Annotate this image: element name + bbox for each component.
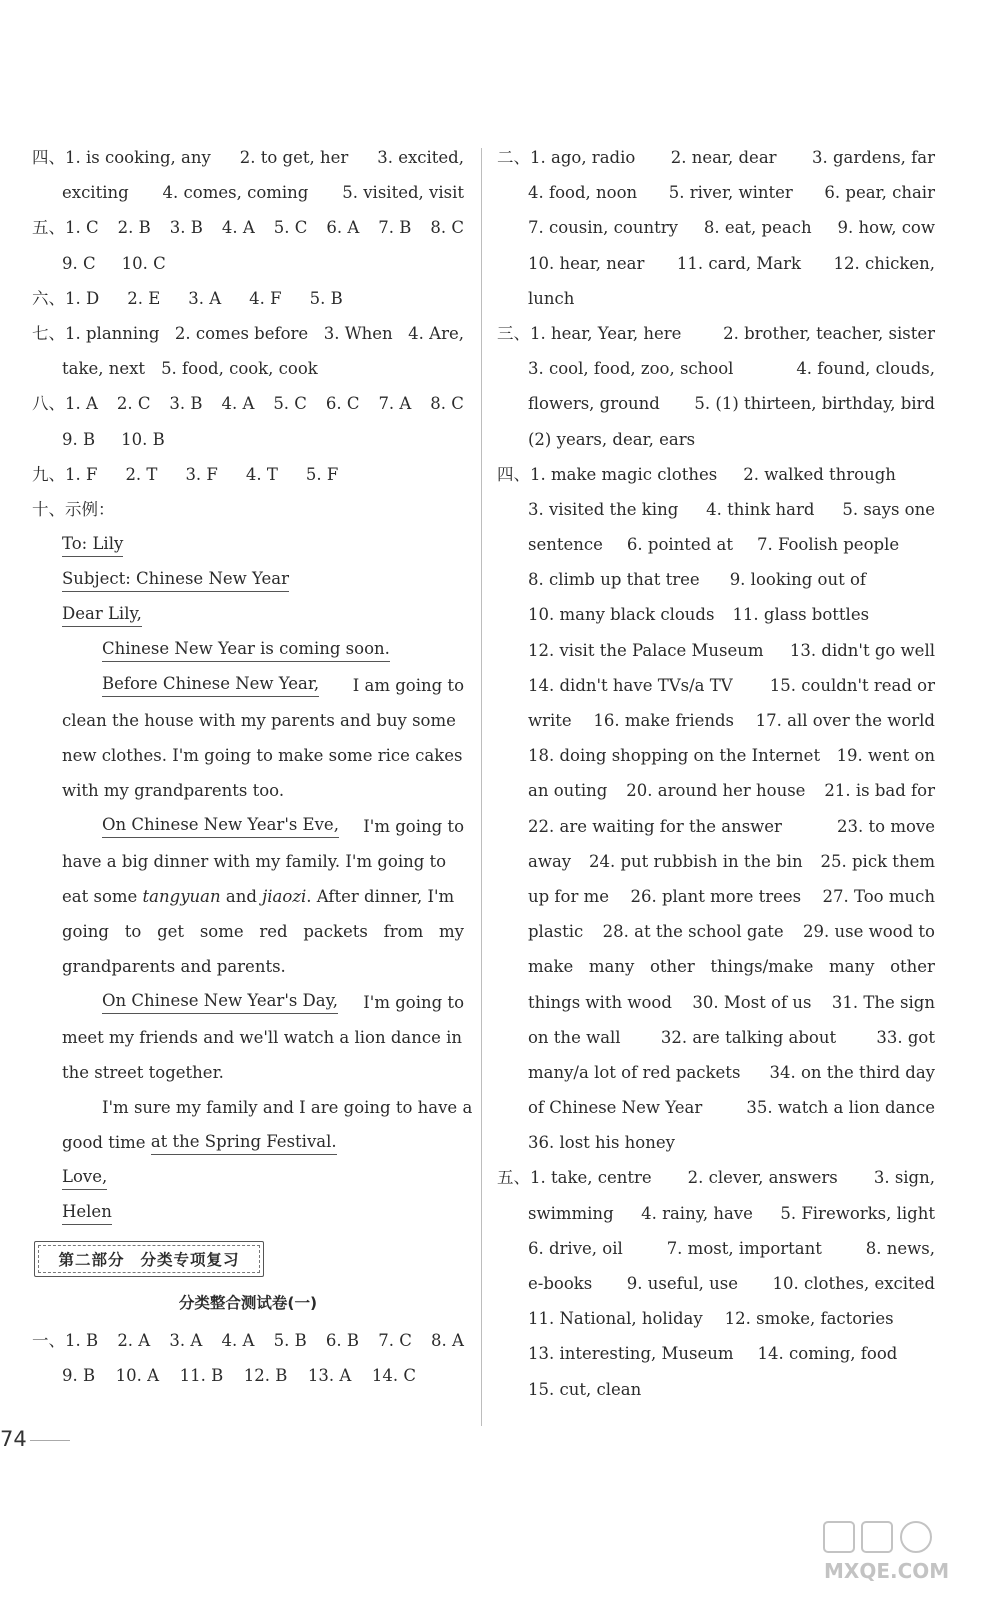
answer-line: 8. climb up that tree 9. looking out of (528, 570, 867, 590)
answer-line: make many other things/make many other (528, 957, 935, 977)
letter-line: clean the house with my parents and buy some (62, 711, 456, 730)
answer-line: 二、1. ago, radio 2. near, dear 3. gardens, far (497, 148, 935, 167)
watermark-text: MXQE.COM (824, 1559, 950, 1583)
answer-line: 四、1. make magic clothes 2. walked through (497, 464, 896, 484)
answer-line: 13. interesting, Museum 14. coming, food (528, 1344, 898, 1364)
answer-line: things with wood 30. Most of us 31. The sign (528, 992, 935, 1012)
answer-line: 9. C 10. C (62, 253, 166, 273)
answer-line: (2) years, dear, ears (528, 429, 696, 449)
answer-line: 11. National, holiday 12. smoke, factories (528, 1309, 894, 1329)
answer-line: many/a lot of red packets 34. on the third day (528, 1062, 935, 1082)
answer-line: 6. drive, oil 7. most, important 8. news, (528, 1238, 935, 1258)
answer-line: 八、1. A 2. C 3. B 4. A 5. C 6. C 7. A 8. C (32, 394, 464, 414)
answer-line: swimming 4. rainy, have 5. Fireworks, light (528, 1203, 935, 1223)
answer-line: 九、1. F 2. T 3. F 4. T 5. F (32, 464, 339, 484)
answer-line: take, next 5. food, cook, cook (62, 359, 318, 379)
answer-line: 14. didn't have TVs/a TV 15. couldn't read or (528, 675, 935, 695)
letter-line: good time at the Spring Festival. (32, 1125, 464, 1160)
letter-line: I'm sure my family and I are going to have a (102, 1098, 473, 1118)
answer-line: 一、1. B 2. A 3. A 4. A 5. B 6. B 7. C 8. A (32, 1330, 464, 1350)
answer-line: 五、1. C 2. B 3. B 4. A 5. C 6. A 7. B 8. C (32, 218, 464, 238)
answer-line: write 16. make friends 17. all over the world (528, 711, 935, 730)
answer-line: 7. cousin, country 8. eat, peach 9. how, cow (528, 218, 935, 238)
letter-line: have a big dinner with my family. I'm going to (62, 851, 447, 871)
answer-line: on the wall 32. are talking about 33. got (528, 1027, 935, 1047)
answer-line: an outing 20. around her house 21. is bad for (528, 781, 935, 801)
answer-line: plastic 28. at the school gate 29. use wood to (528, 922, 935, 942)
answer-line: 22. are waiting for the answer 23. to move (528, 816, 935, 836)
column-divider (481, 148, 482, 1426)
answer-line: 十、示例： (32, 499, 115, 519)
letter-line: On Chinese New Year's Eve, I'm going to (32, 809, 464, 844)
letter-line: going to get some red packets from my (62, 922, 464, 942)
answer-line: flowers, ground 5. (1) thirteen, birthday, bird (528, 394, 935, 414)
letter-to: To: Lily (32, 527, 464, 562)
answer-line: 六、1. D 2. E 3. A 4. F 5. B (32, 288, 343, 308)
answer-line: up for me 26. plant more trees 27. Too much (528, 886, 935, 906)
letter-line: Chinese New Year is coming soon. (32, 633, 464, 668)
answer-line: exciting 4. comes, coming 5. visited, visit (62, 183, 464, 203)
letter-line: meet my friends and we'll watch a lion dance in (62, 1027, 463, 1047)
letter-signature: Helen (32, 1196, 464, 1231)
answer-line: 3. visited the king 4. think hard 5. says one (528, 499, 935, 519)
section-banner: 第二部分 分类专项复习 (34, 1241, 264, 1277)
answer-line: 10. many black clouds 11. glass bottles (528, 605, 870, 625)
page-number: 74 (0, 1427, 27, 1451)
answer-line: 9. B 10. A 11. B 12. B 13. A 14. C (62, 1366, 416, 1385)
answer-line: 3. cool, food, zoo, school 4. found, clouds, (528, 359, 935, 379)
letter-line: with my grandparents too. (62, 781, 285, 801)
answer-line: lunch (528, 288, 575, 308)
answer-line: 10. hear, near 11. card, Mark 12. chicken, (528, 253, 935, 273)
answer-line: e-books 9. useful, use 10. clothes, excited (528, 1274, 935, 1293)
left-column (32, 140, 473, 1393)
letter-line: grandparents and parents. (62, 957, 286, 977)
letter-subject: Subject: Chinese New Year (32, 562, 464, 597)
letter-line: new clothes. I'm going to make some rice cakes (62, 746, 463, 766)
letter-line: eat some tangyuan and jiaozi . After dinner, I'm (62, 886, 455, 906)
answer-line: 四、1. is cooking, any 2. to get, her 3. excited, (32, 148, 464, 167)
answer-line: 七、1. planning 2. comes before 3. When 4. Are, (32, 323, 464, 343)
page-number-rule (30, 1440, 70, 1441)
answer-line: sentence 6. pointed at 7. Foolish people (528, 535, 900, 555)
answer-line: of Chinese New Year 35. watch a lion dance (528, 1098, 935, 1118)
letter-line: the street together. (62, 1062, 224, 1082)
answer-line: 9. B 10. B (62, 429, 165, 449)
answer-line: 4. food, noon 5. river, winter 6. pear, chair (528, 183, 935, 203)
answer-line: 15. cut, clean (528, 1379, 642, 1399)
letter-greeting: Dear Lily, (32, 597, 464, 632)
answer-line: 三、1. hear, Year, here 2. brother, teacher, sister (497, 323, 935, 343)
section-title: 分类整合测试卷(一) (178, 1293, 318, 1312)
answer-line: 18. doing shopping on the Internet 19. went on (528, 746, 935, 766)
right-column (497, 140, 935, 1407)
letter-line: On Chinese New Year's Day, I'm going to (32, 985, 464, 1020)
answer-line: 36. lost his honey (528, 1133, 675, 1153)
watermark-logo (818, 1518, 978, 1588)
answer-line: 12. visit the Palace Museum 13. didn't go well (528, 640, 935, 660)
letter-closing: Love, (32, 1160, 464, 1195)
answer-line: 五、1. take, centre 2. clever, answers 3. sign, (497, 1168, 935, 1188)
answer-line: away 24. put rubbish in the bin 25. pick them (528, 851, 935, 871)
letter-line: Before Chinese New Year, I am going to (32, 668, 464, 703)
